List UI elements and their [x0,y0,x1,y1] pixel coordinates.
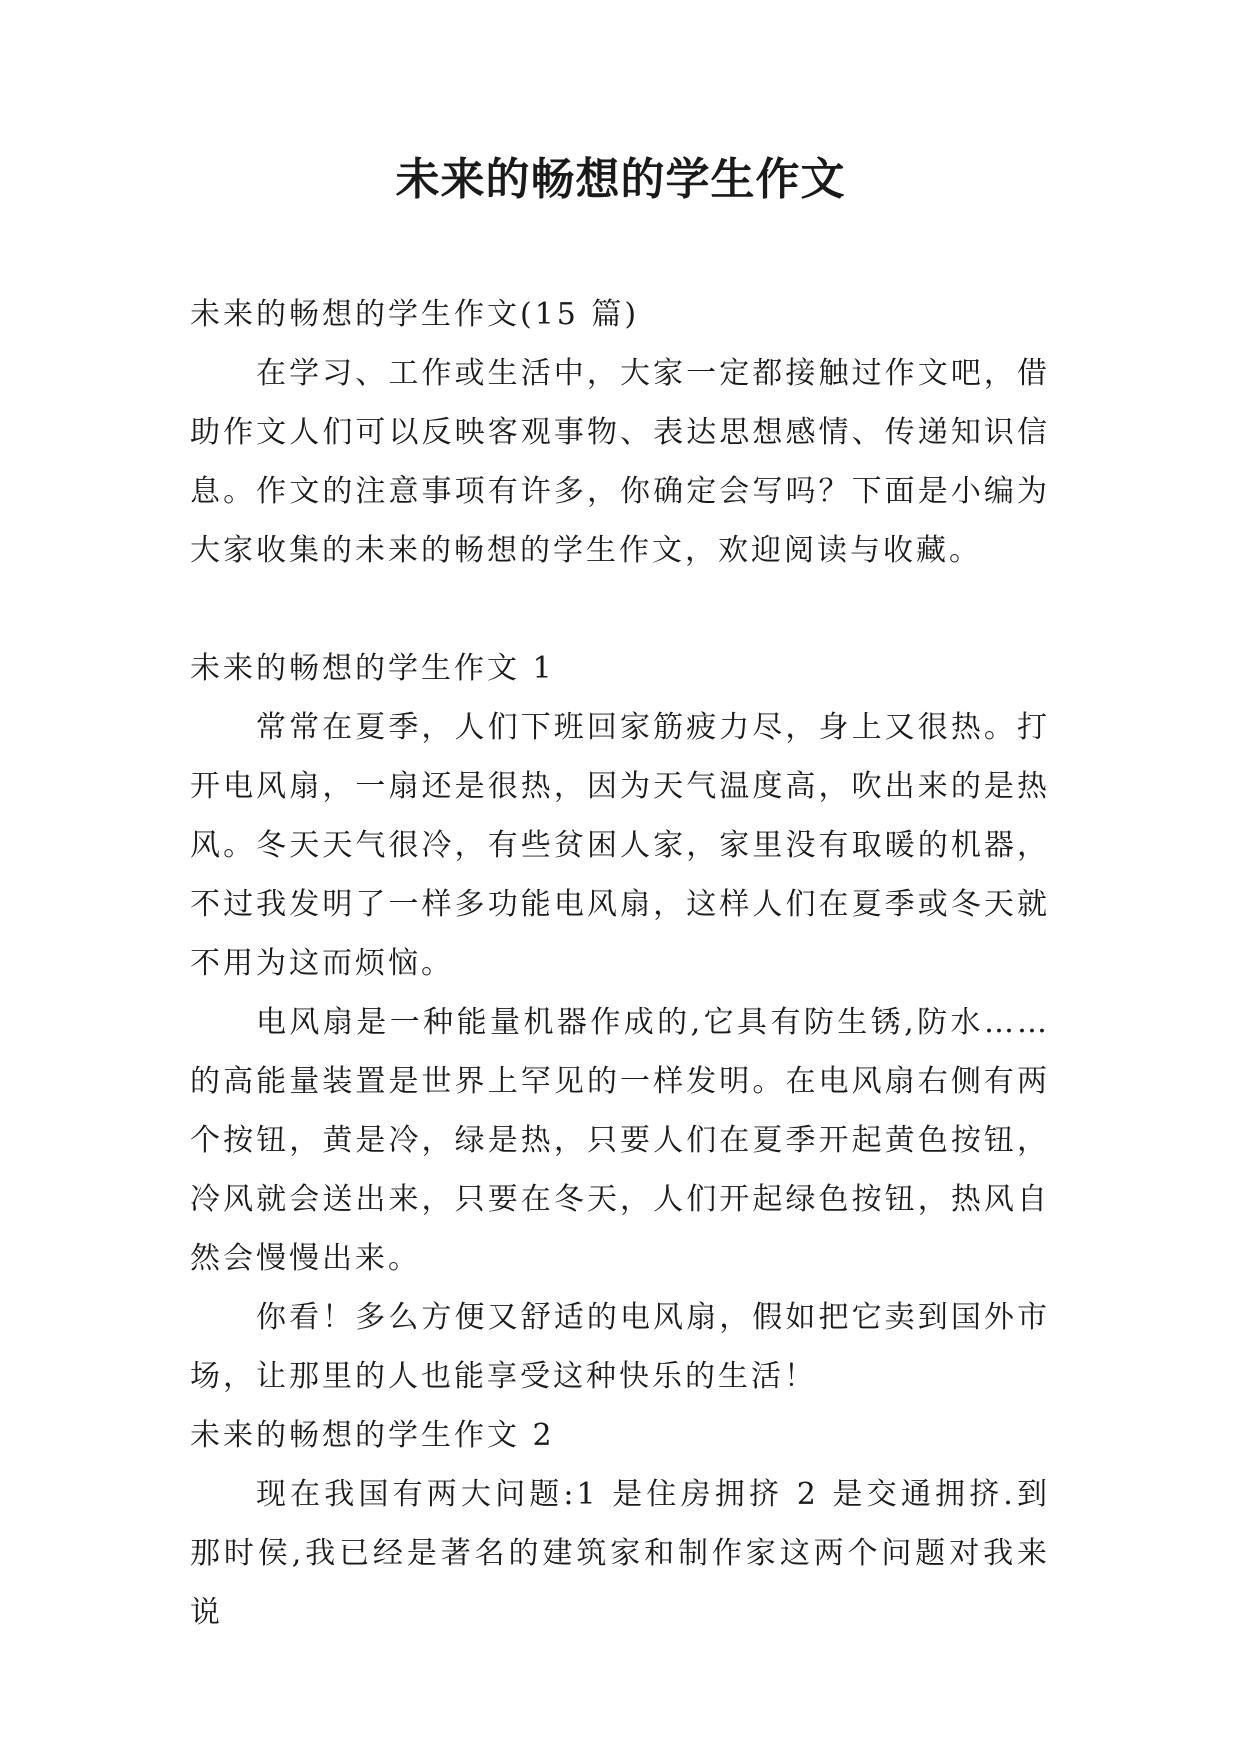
intro-paragraph: 在学习、工作或生活中，大家一定都接触过作文吧，借助作文人们可以反映客观事物、表达思想感情、传递知识信息。作文的注意事项有许多，你确定会写吗？下面是小编为大家收集的未来的畅想的学生作文，欢迎阅读与收藏。 [190,356,1050,568]
section-spacer [190,580,1050,639]
document-body [190,285,1050,1642]
essay-2-heading: 未来的畅想的学生作文 2 [190,1418,555,1453]
essay-1-paragraph: 你看！多么方便又舒适的电风扇，假如把它卖到国外市场，让那里的人也能享受这种快乐的生活！ [190,1300,1050,1394]
essay-1-paragraph: 电风扇是一种能量机器作成的,它具有防生锈,防水……的高能量装置是世界上罕见的一样发明。在电风扇右侧有两个按钮，黄是冷，绿是热，只要人们在夏季开起黄色按钮，冷风就会送出来，只要在冬天，人们开起绿色按钮，热风自然会慢慢出来。 [190,1005,1050,1276]
collection-subtitle: 未来的畅想的学生作文(15 篇) [190,297,640,332]
essay-2-paragraph: 现在我国有两大问题:1 是住房拥挤 2 是交通拥挤.到那时侯,我已经是著名的建筑家和制作家这两个问题对我来说 [190,1477,1050,1630]
essay-1-paragraph: 常常在夏季，人们下班回家筋疲力尽，身上又很热。打开电风扇，一扇还是很热，因为天气温度高，吹出来的是热风。冬天天气很冷，有些贫困人家，家里没有取暖的机器，不过我发明了一样多功能电风扇，这样人们在夏季或冬天就不用为这而烦恼。 [190,710,1050,981]
document-title: 未来的畅想的学生作文 [395,154,846,205]
essay-1-heading: 未来的畅想的学生作文 1 [190,651,555,686]
